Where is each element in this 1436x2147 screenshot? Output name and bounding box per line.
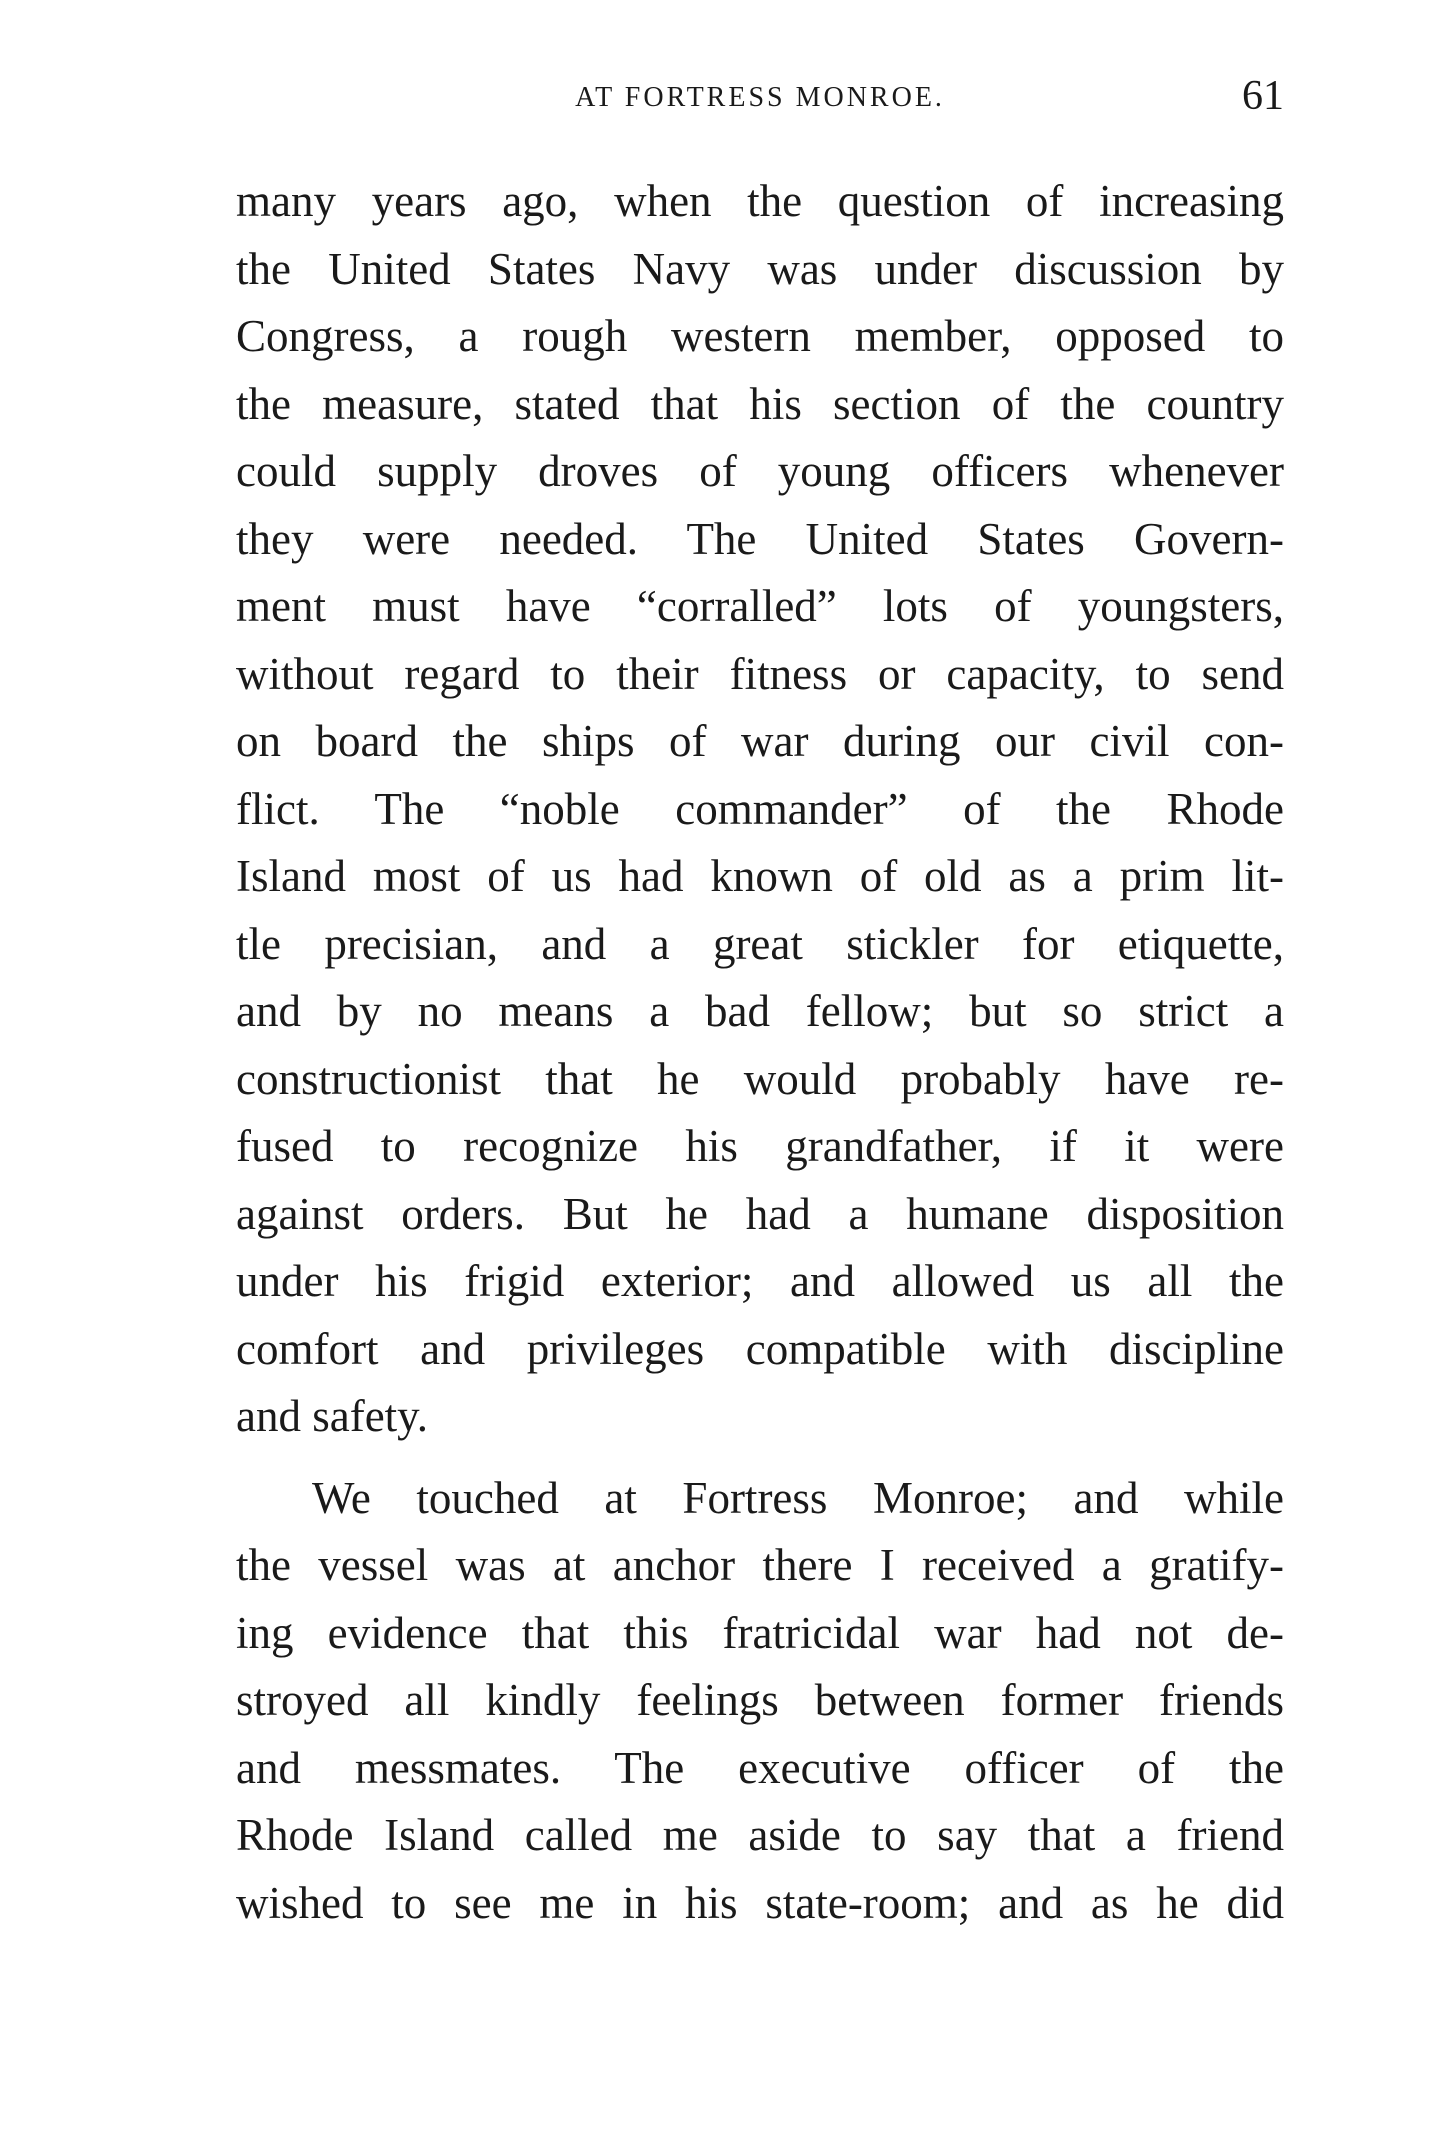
text-line: wished to see me in his state-room; and as he did <box>236 1877 1284 1928</box>
text-line: ing evidence that this fratricidal war had not de- <box>236 1607 1284 1658</box>
text-line: and safety. <box>236 1391 428 1441</box>
body-text <box>236 168 1284 1937</box>
text-line: We touched at Fortress Monroe; and while <box>312 1472 1284 1523</box>
text-line: fused to recognize his grandfather, if it were <box>236 1121 1284 1171</box>
text-line: without regard to their fitness or capacity, to send <box>236 648 1284 699</box>
text-line: they were needed. The United States Govern- <box>236 513 1284 564</box>
text-line: Congress, a rough western member, opposed to <box>236 311 1284 361</box>
running-title: AT FORTRESS MONROE. <box>575 82 945 113</box>
paragraph-2 <box>236 1465 1284 1938</box>
text-line: the vessel was at anchor there I received a gratify- <box>236 1540 1284 1590</box>
text-line: the United States Navy was under discussion by <box>236 243 1284 294</box>
text-line: many years ago, when the question of increasing <box>236 176 1284 226</box>
text-line: ment must have “corralled” lots of youngsters, <box>236 581 1284 631</box>
paragraph-1 <box>236 168 1284 1451</box>
text-line: Rhode Island called me aside to say that a friend <box>236 1810 1284 1860</box>
text-line: under his frigid exterior; and allowed us all the <box>236 1256 1284 1306</box>
text-line: constructionist that he would probably have re- <box>236 1053 1284 1104</box>
page-number: 61 <box>1242 73 1284 119</box>
text-line: flict. The “noble commander” of the Rhode <box>236 783 1284 834</box>
text-line: comfort and privileges compatible with discipline <box>236 1323 1284 1374</box>
paragraph-gap <box>236 1451 1284 1465</box>
text-line: the measure, stated that his section of the country <box>236 378 1284 429</box>
text-line: tle precisian, and a great stickler for etiquette, <box>236 918 1284 969</box>
text-line: Island most of us had known of old as a prim lit- <box>236 851 1284 901</box>
running-head <box>236 72 1284 132</box>
text-line: on board the ships of war during our civil con- <box>236 716 1284 766</box>
text-line: stroyed all kindly feelings between former friends <box>236 1675 1284 1725</box>
text-line: could supply droves of young officers whenever <box>236 446 1284 496</box>
text-line: and messmates. The executive officer of the <box>236 1742 1284 1793</box>
text-line: and by no means a bad fellow; but so strict a <box>236 986 1284 1036</box>
text-line: against orders. But he had a humane disposition <box>236 1188 1284 1239</box>
